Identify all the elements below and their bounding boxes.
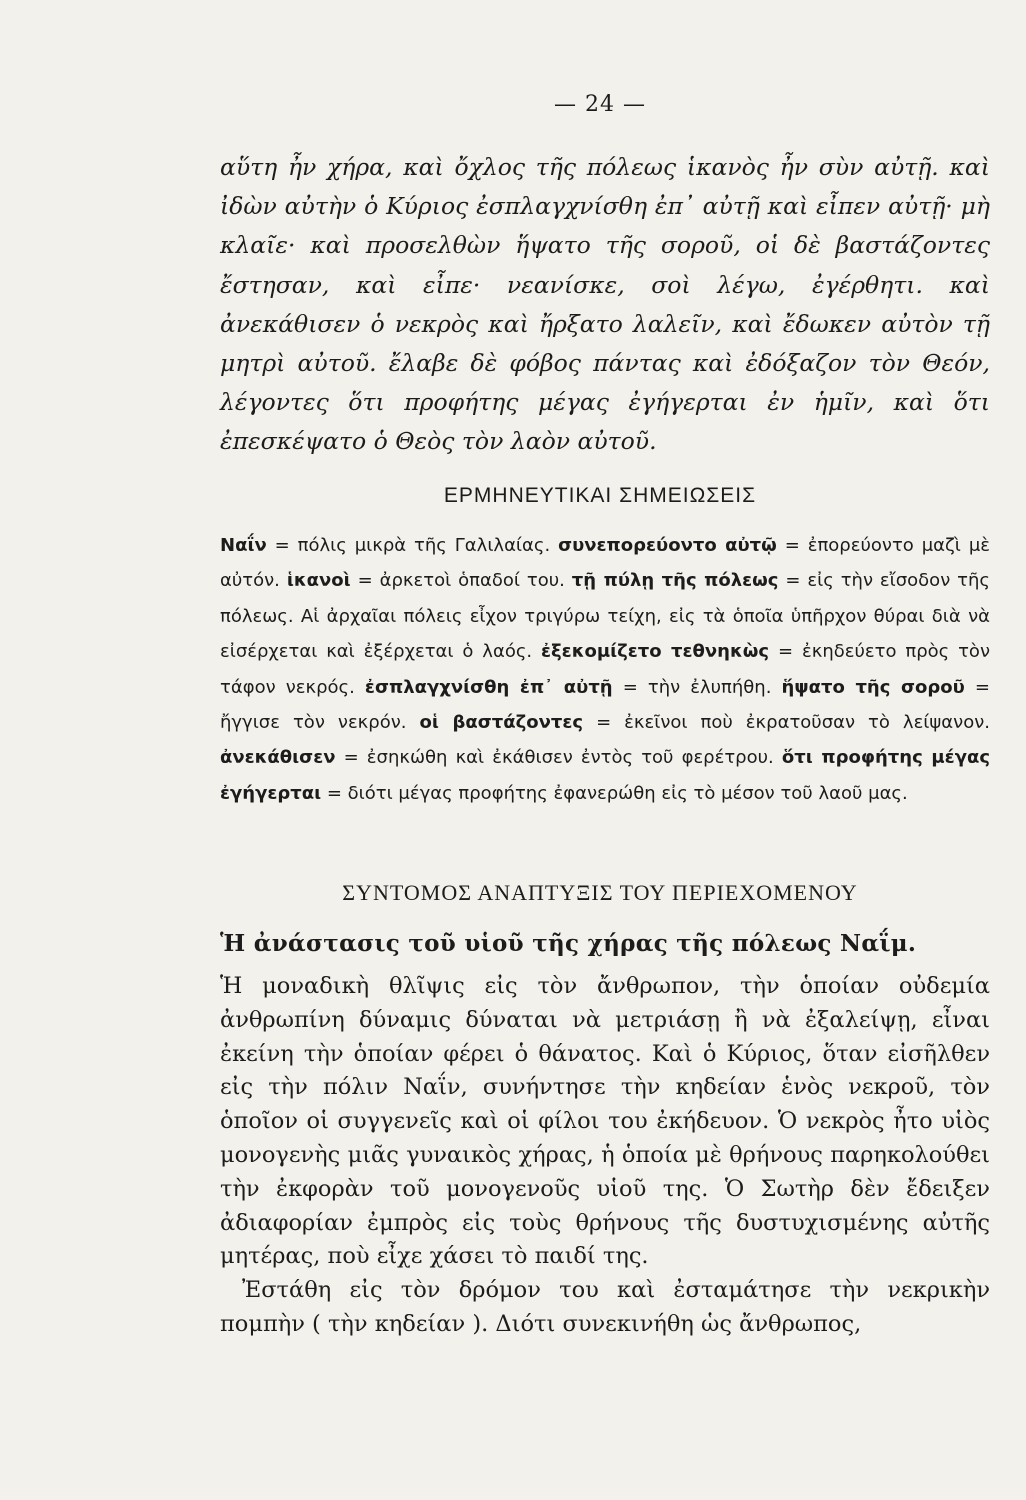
note-text: = εἰς τὴν εἴσοδον τῆς πόλεως. Αἱ ἀρχαῖαι πόλεις εἶχον τριγύρω τείχη, εἰς τὰ ὁποῖα ὑπῆρχον θύραι διὰ νὰ εἰσέρχεται καὶ ἐξέρχεται ὁ λαός. [220, 570, 990, 663]
note-text: = πόλις μικρὰ τῆς Γαλιλαίας. [266, 535, 559, 556]
note-text: = ἐκεῖνοι ποὺ ἐκρατοῦσαν τὸ λείψανον. [583, 712, 990, 734]
note-term: ὅτι προφήτης μέγας ἐγήγερται [220, 747, 990, 804]
note-term: συνεπορεύοντο αὐτῷ [558, 535, 777, 556]
summary-heading: ΣΥΝΤΟΜΟΣ ΑΝΑΠΤΥΞΙΣ ΤΟΥ ΠΕΡΙΕΧΟΜΕΝΟΥ [342, 880, 858, 905]
note-text: = ἐπορεύοντο μαζὶ μὲ αὐτόν. [220, 535, 990, 592]
note-term: ἐσπλαγχνίσθη ἐπ᾽ αὐτῇ [364, 676, 613, 698]
notes-block [220, 528, 990, 811]
note-text: = ἐσηκώθη καὶ ἐκάθισεν ἐντὸς τοῦ φερέτρου. [335, 747, 782, 769]
summary-paragraph: Ἡ μοναδικὴ θλῖψις εἰς τὸν ἄνθρωπον, τὴν ὁποίαν οὐδεμία ἀνθρωπίνη δύναμις δύναται νὰ μετριάσῃ ἢ νὰ ἐξαλείψῃ, εἶναι ἐκείνη τὴν ὁποίαν φέρει ὁ θάνατος. Καὶ ὁ Κύριος, ὅταν εἰσῆλθεν εἰς τὴν πόλιν Ναΐν, συνήντησε τὴν κηδείαν ἑνὸς νεκροῦ, τὸν ὁποῖον οἱ συγγενεῖς καὶ οἱ φίλοι του ἐκήδευον. Ὁ νεκρὸς ἦτο υἱὸς μονογενὴς μιᾶς γυναικὸς χήρας, ἡ ὁποία μὲ θρήνους παρηκολούθει τὴν ἐκφορὰν τοῦ μονογενοῦς υἱοῦ της. Ὁ Σωτὴρ δὲν ἔδειξεν ἀδιαφορίαν ἐμπρὸς εἰς τοὺς θρήνους τῆς δυστυχισμένης αὐτῆς μητέρας, ποὺ εἶχε χάσει τὸ παιδί της. [220, 973, 990, 1270]
summary-subheading: Ἡ ἀνάστασις τοῦ υἱοῦ τῆς χήρας τῆς πόλεως Ναΐμ. [220, 930, 917, 957]
note-text: = διότι μέγας προφήτης ἐφανερώθη εἰς τὸ μέσον τοῦ λαοῦ μας. [321, 782, 908, 804]
summary-body [220, 970, 990, 1342]
note-term: ἥψατο τῆς σοροῦ [781, 676, 965, 698]
note-term: ἐξεκομίζετο τεθνηκὼς [541, 641, 770, 663]
note-text: = ἐκηδεύετο πρὸς τὸν τάφον νεκρός. [220, 641, 990, 698]
note-term: ἀνεκάθισεν [220, 747, 336, 769]
notes-heading: ΕΡΜΗΝΕΥΤΙΚΑΙ ΣΗΜΕΙΩΣΕΙΣ [443, 484, 757, 507]
note-term: Ναΐν [220, 535, 267, 556]
note-text: = ἀρκετοὶ ὁπαδοί του. [350, 570, 572, 592]
note-term: ἱκανοὶ [286, 570, 351, 592]
note-text: = ἤγγισε τὸν νεκρόν. [220, 676, 991, 734]
note-term: τῇ πύλῃ τῆς πόλεως [571, 570, 779, 592]
note-term: οἱ βαστάζοντες [419, 712, 584, 734]
scripture-passage: αὕτη ἦν χήρα, καὶ ὄχλος τῆς πόλεως ἱκανὸς ἦν σὺν αὐτῇ. καὶ ἰδὼν αὐτὴν ὁ Κύριος ἐσπλαγχνίσθη ἐπ᾽ αὐτῇ καὶ εἶπεν αὐτῇ· μὴ κλαῖε· καὶ προσελθὼν ἥψατο τῆς σοροῦ, οἱ δὲ βαστάζοντες ἔστησαν, καὶ εἶπε· νεανίσκε, σοὶ λέγω, ἐγέρθητι. καὶ ἀνεκάθισεν ὁ νεκρὸς καὶ ἤρξατο λαλεῖν, καὶ ἔδωκεν αὐτὸν τῇ μητρὶ αὐτοῦ. ἔλαβε δὲ φόβος πάντας καὶ ἐδόξαζον τὸν Θεόν, λέγοντες ὅτι προφήτης μέγας ἐγήγερται ἐν ἡμῖν, καὶ ὅτι ἐπεσκέψατο ὁ Θεὸς τὸν λαὸν αὐτοῦ. [220, 153, 990, 456]
page-number: — 24 — [554, 92, 646, 117]
summary-paragraph: Ἐστάθη εἰς τὸν δρόμον του καὶ ἐσταμάτησε τὴν νεκρικὴν πομπὴν ( τὴν κηδείαν ). Διότι συνεκινήθη ὡς ἄνθρωπος, [220, 1277, 990, 1337]
note-text: = τὴν ἐλυπήθη. [612, 676, 782, 698]
